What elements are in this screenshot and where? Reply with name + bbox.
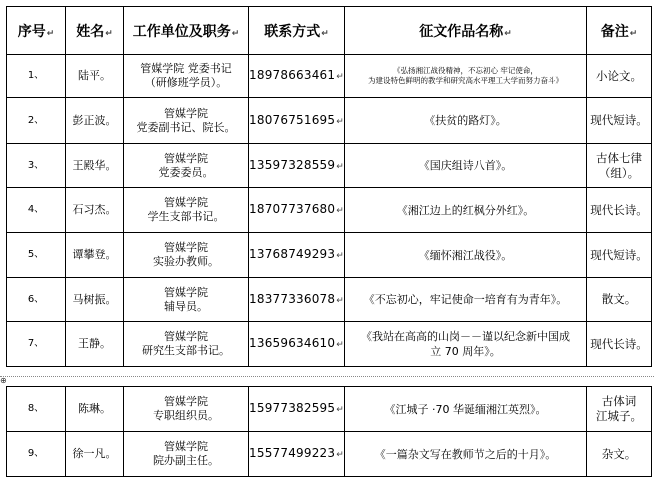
remark-line: 江城子。 (596, 409, 642, 423)
remark-line: 现代短诗。 (590, 247, 648, 262)
row-number (7, 55, 66, 98)
paragraph-mark: ↵ (336, 340, 344, 350)
org-position (124, 387, 249, 432)
header-name: 姓名↵ (66, 7, 124, 55)
contact-phone (249, 144, 345, 188)
org-position-line: 管媒学院 (164, 330, 208, 343)
person-name (66, 55, 124, 98)
person-name (66, 387, 124, 432)
header-row (7, 7, 652, 55)
person-name (66, 188, 124, 233)
work-title (345, 432, 587, 477)
contact-phone-text: 15977382595 (249, 401, 336, 415)
table-row (7, 144, 652, 188)
org-position-line: 管媒学院 (164, 440, 208, 453)
remark-line: 古体七律 (596, 150, 642, 165)
contact-phone (249, 322, 345, 367)
row-number (7, 278, 66, 322)
person-name-text: 王静。 (78, 337, 111, 350)
row-number-text: 2、 (27, 114, 45, 126)
work-title-line: 为建设特色鲜明的教学和研究高水平理工大学而努力奋斗》 (368, 76, 563, 85)
table-row (7, 55, 652, 98)
remark-line: （组）。 (598, 165, 640, 180)
work-title-line: 《我站在高高的山岗－－谨以纪念新中国成 (361, 330, 570, 343)
submission-table-continued (6, 386, 652, 477)
remark (587, 387, 652, 432)
person-name (66, 233, 124, 278)
org-position-line: 党委委员。 (158, 165, 214, 179)
org-position (124, 233, 249, 278)
remark-line: 散文。 (601, 292, 637, 306)
org-position-line: 管媒学院 (164, 106, 208, 120)
header-org: 工作单位及职务↵ (124, 7, 249, 55)
org-position (124, 98, 249, 144)
paragraph-mark: ↵ (336, 450, 344, 460)
paragraph-mark: ↵ (336, 295, 344, 306)
remark-line: 古体词 (601, 394, 637, 408)
org-position-line: 管媒学院 (164, 285, 208, 299)
row-number-text: 6、 (27, 293, 45, 305)
row-number (7, 144, 66, 188)
org-position (124, 55, 249, 98)
org-position-line: 管媒学院 (164, 241, 208, 254)
contact-phone (249, 233, 345, 278)
person-name (66, 98, 124, 144)
header-note: 备注↵ (587, 7, 652, 55)
contact-phone-text: 13597328559 (249, 157, 336, 172)
work-title-line: 《扶贫的路灯》。 (424, 114, 507, 127)
remark-line: 现代长诗。 (590, 202, 648, 217)
person-name-text: 马树振。 (72, 292, 117, 306)
contact-phone-text: 15577499223 (249, 446, 336, 460)
table-row (7, 322, 652, 367)
header-no: 序号↵ (7, 7, 66, 55)
remark-line: 现代长诗。 (590, 336, 648, 351)
paragraph-mark: ↵ (336, 206, 344, 216)
header-title: 征文作品名称↵ (345, 7, 587, 55)
work-title-line: 立 70 周年》。 (430, 345, 501, 358)
work-title (345, 98, 587, 144)
remark (587, 144, 652, 188)
work-title (345, 55, 587, 98)
org-position-line: 辅导员。 (164, 299, 208, 313)
table-row (7, 387, 652, 432)
work-title-line: 《弘扬湘江战役精神，不忘初心 牢记使命， (393, 66, 538, 75)
person-name-text: 彭正波。 (72, 113, 117, 127)
remark (587, 432, 652, 477)
person-name (66, 278, 124, 322)
table-row (7, 432, 652, 477)
org-position-line: 研究生支部书记。 (142, 344, 230, 357)
table-row (7, 188, 652, 233)
header-contact: 联系方式↵ (249, 7, 345, 55)
paragraph-mark: ↵ (336, 251, 344, 261)
contact-phone (249, 432, 345, 477)
person-name-text: 陆平。 (78, 69, 111, 82)
row-number-text: 9、 (27, 448, 45, 459)
org-position (124, 432, 249, 477)
submission-table (6, 6, 652, 367)
person-name-text: 王殿华。 (72, 158, 117, 172)
org-position (124, 188, 249, 233)
person-name (66, 144, 124, 188)
work-title (345, 322, 587, 367)
contact-phone (249, 387, 345, 432)
org-position-line: 管媒学院 (164, 151, 208, 165)
work-title-line: 《缅怀湘江战役》。 (418, 248, 513, 262)
contact-phone (249, 98, 345, 144)
org-position-line: 管媒学院 (164, 395, 208, 408)
remark (587, 98, 652, 144)
remark (587, 322, 652, 367)
org-position-line: 管媒学院 党委书记 (140, 62, 232, 75)
org-position-line: 党委副书记、院长。 (136, 120, 236, 134)
org-position (124, 322, 249, 367)
work-title (345, 188, 587, 233)
org-position (124, 278, 249, 322)
person-name-text: 石习杰。 (72, 203, 117, 216)
row-number-text: 1、 (27, 70, 45, 81)
row-number (7, 432, 66, 477)
contact-phone-text: 18978663461 (249, 68, 336, 82)
remark (587, 55, 652, 98)
contact-phone-text: 18076751695 (249, 112, 336, 127)
row-number-text: 4、 (27, 204, 45, 215)
contact-phone (249, 55, 345, 98)
remark-line: 现代短诗。 (590, 113, 648, 127)
org-position-line: （研修班学员）。 (144, 76, 228, 89)
work-title (345, 387, 587, 432)
table-anchor-icon: ⊕ (0, 376, 7, 385)
table-row (7, 233, 652, 278)
work-title-line: 《湘江边上的红枫分外红》。 (396, 203, 535, 217)
org-position-line: 实验办教师。 (153, 255, 219, 268)
work-title (345, 233, 587, 278)
contact-phone-text: 13768749293 (249, 247, 336, 261)
remark-line: 小论文。 (596, 68, 642, 83)
org-position-line: 管媒学院 (164, 196, 208, 209)
person-name-text: 徐一凡。 (72, 447, 117, 460)
remark (587, 233, 652, 278)
paragraph-mark: ↵ (336, 161, 344, 172)
row-number (7, 233, 66, 278)
contact-phone (249, 278, 345, 322)
person-name (66, 322, 124, 367)
row-number (7, 322, 66, 367)
paragraph-mark: ↵ (336, 405, 344, 415)
row-number-text: 8、 (27, 403, 45, 414)
table-row (7, 278, 652, 322)
person-name-text: 谭攀登。 (72, 248, 117, 261)
row-number (7, 98, 66, 144)
paragraph-mark: ↵ (336, 116, 344, 127)
remark (587, 188, 652, 233)
contact-phone-text: 18377336078 (249, 291, 336, 306)
row-number-text: 5、 (27, 249, 45, 260)
remark (587, 278, 652, 322)
org-position-line: 学生支部书记。 (147, 210, 225, 223)
row-number-text: 7、 (27, 338, 45, 349)
org-position-line: 院办副主任。 (153, 454, 219, 467)
person-name (66, 432, 124, 477)
org-position (124, 144, 249, 188)
row-number-text: 3、 (27, 159, 45, 171)
row-number (7, 387, 66, 432)
table-row (7, 98, 652, 144)
work-title-line: 《国庆组诗八首》。 (418, 159, 513, 172)
work-title-line: 《一篇杂文写在教师节之后的十月》。 (374, 447, 557, 461)
paragraph-mark: ↵ (336, 72, 344, 82)
person-name-text: 陈琳。 (78, 402, 111, 415)
remark-line: 杂文。 (601, 446, 637, 461)
contact-phone (249, 188, 345, 233)
work-title (345, 144, 587, 188)
work-title-line: 《不忘初心，牢记使命一培育有为青年》。 (363, 293, 568, 306)
work-title (345, 278, 587, 322)
org-position-line: 专职组织员。 (153, 409, 219, 422)
contact-phone-text: 18707737680 (249, 202, 336, 216)
row-number (7, 188, 66, 233)
contact-phone-text: 13659634610 (249, 336, 336, 350)
work-title-line: 《江城子 ·70 华诞缅湘江英烈》。 (384, 402, 547, 416)
